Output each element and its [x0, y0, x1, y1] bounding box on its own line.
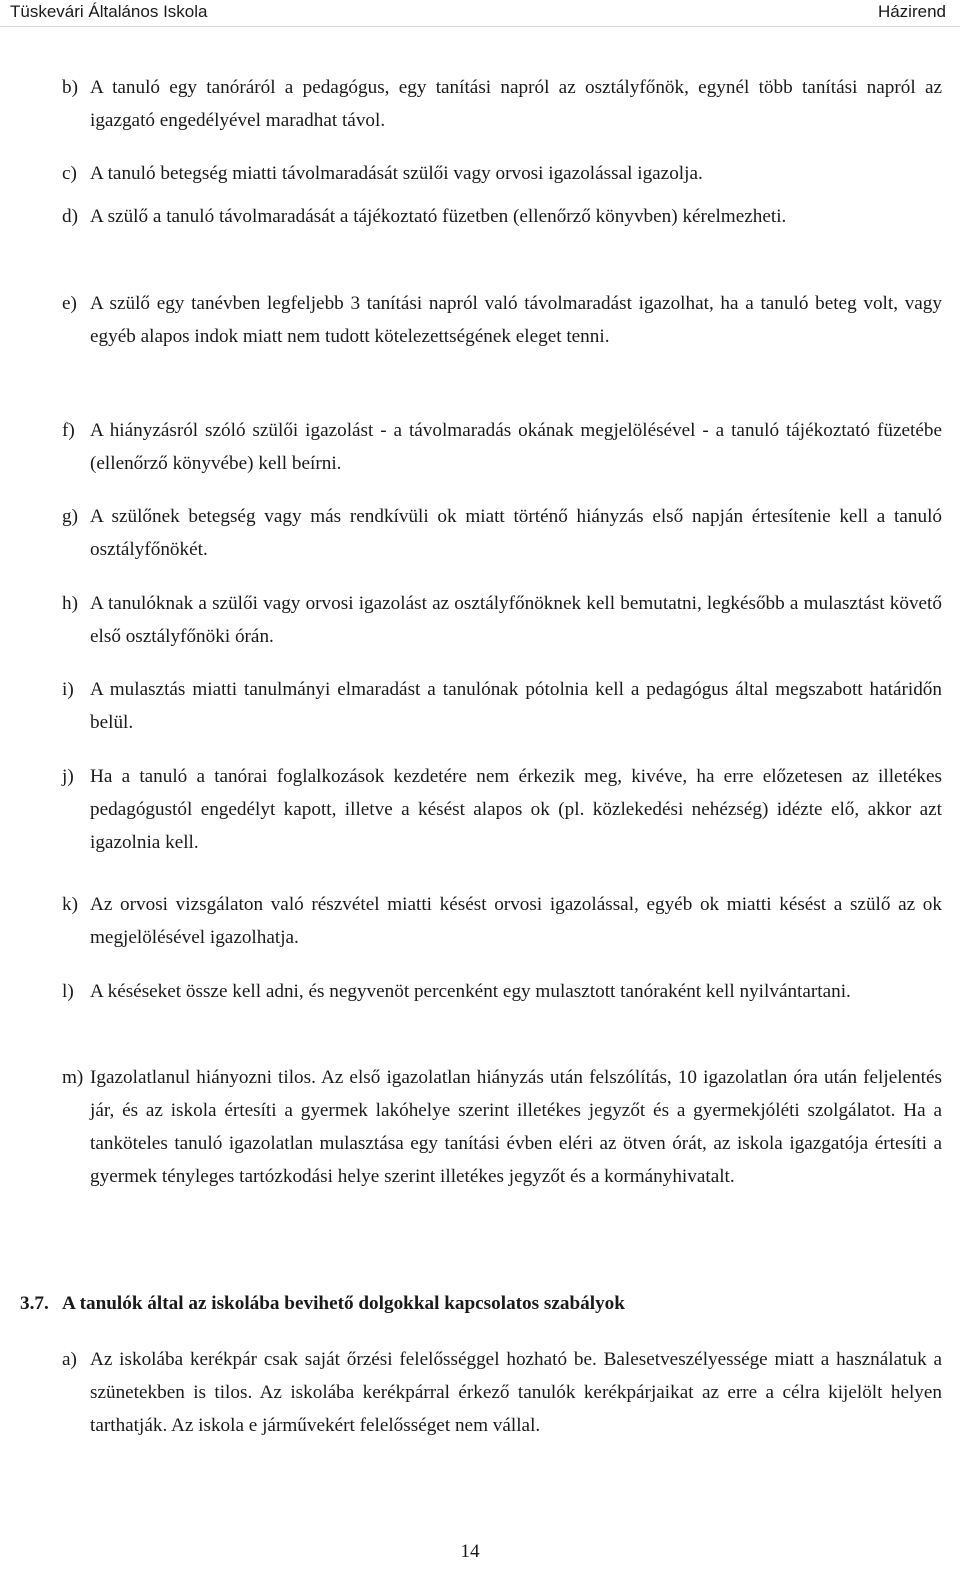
list-marker: j) [62, 766, 74, 787]
list-item-text: A szülőnek betegség vagy más rendkívüli ok miatt történő hiányzás első napján értesítenie kell a tanuló osztályfőnökét. [90, 506, 942, 560]
list-marker: g) [62, 506, 78, 527]
list-item-text: Az orvosi vizsgálaton való részvétel miatti késést orvosi igazolással, egyéb ok miatti késést a szülő az ok megjelölésével igazolhatja. [90, 894, 942, 948]
list-item-c [62, 157, 942, 190]
page-number: 14 [460, 1541, 480, 1562]
list-item-b [62, 71, 942, 137]
list-item-k [62, 888, 942, 954]
list-marker: e) [62, 293, 77, 314]
list-marker: h) [62, 593, 78, 614]
list-item-text: A hiányzásról szóló szülői igazolást - a távolmaradás okának megjelölésével - a tanuló tájékoztató füzetébe (ellenőrző könyvébe) kell beírni. [90, 420, 942, 474]
list-item-text: A késéseket össze kell adni, és negyvenöt percenként egy mulasztott tanóraként kell nyilvántartani. [90, 981, 851, 1002]
list-marker: a) [62, 1349, 77, 1370]
list-marker: l) [62, 981, 74, 1002]
list-item-l [62, 975, 942, 1008]
list-marker: d) [62, 206, 78, 227]
document-title: Házirend [877, 2, 946, 21]
list-item-j [62, 760, 942, 859]
list-item-text: Ha a tanuló a tanórai foglalkozások kezdetére nem érkezik meg, kivéve, ha erre előzetesen az illetékes pedagógustól engedélyt kapott, illetve a késést alapos ok (pl. közlekedési nehézség) idézte elő, akkor azt igazolnia kell. [90, 766, 942, 853]
page-header [0, 0, 960, 27]
list-marker: k) [62, 894, 78, 915]
list-item-text: A mulasztás miatti tanulmányi elmaradást a tanulónak pótolnia kell a pedagógus által megszabott határidőn belül. [90, 679, 942, 733]
list-item-text: A tanuló betegség miatti távolmaradását szülői vagy orvosi igazolással igazolja. [90, 163, 703, 184]
list-marker: i) [62, 679, 74, 700]
list-item-text: A szülő egy tanévben legfeljebb 3 tanítási napról való távolmaradást igazolhat, ha a tanuló beteg volt, vagy egyéb alapos indok miatt nem tudott kötelezettségének eleget tenni. [90, 293, 942, 347]
section-list-item-a [62, 1343, 942, 1442]
list-item-text: Igazolatlanul hiányozni tilos. Az első igazolatlan hiányzás után felszólítás, 10 igazolatlan óra után feljelentés jár, és az iskola értesíti a gyermek lakóhelye szerint illetékes jegyzőt és a gyermekjóléti szolgálatot. Ha a tanköteles tanuló igazolatlan mulasztása egy tanítási évben eléri az ötven órát, az iskola igazgatója értesíti a gyermek tényleges tartózkodási helye szerint illetékes jegyzőt és a kormányhivatalt. [90, 1067, 942, 1187]
list-item-g [62, 500, 942, 566]
list-item-e [62, 287, 942, 353]
school-name: Tüskevári Általános Iskola [10, 2, 208, 21]
list-item-d [62, 200, 942, 233]
list-marker: b) [62, 77, 78, 98]
list-marker: f) [62, 420, 75, 441]
header-divider [0, 26, 960, 27]
section-title: A tanulók által az iskolába bevihető dolgokkal kapcsolatos szabályok [62, 1293, 625, 1314]
list-marker: m) [62, 1067, 84, 1088]
list-item-text: A szülő a tanuló távolmaradását a tájékoztató füzetben (ellenőrző könyvben) kérelmezheti. [90, 206, 787, 227]
list-item-m [62, 1061, 942, 1193]
list-item-text: A tanuló egy tanóráról a pedagógus, egy tanítási napról az osztályfőnök, egynél több tanítási napról az igazgató engedélyével maradhat távol. [90, 77, 942, 131]
list-marker: c) [62, 163, 77, 184]
section-number: 3.7. [20, 1293, 49, 1314]
list-item-i [62, 673, 942, 739]
list-item-text: Az iskolába kerékpár csak saját őrzési felelősséggel hozható be. Balesetveszélyessége miatt a használatuk a szünetekben is tilos. Az iskolába kerékpárral érkező tanulók kerékpárjaikat az erre a célra kijelölt helyen tarthatják. Az iskola e járművekért felelősséget nem vállal. [90, 1349, 942, 1436]
list-item-f [62, 414, 942, 480]
list-item-text: A tanulóknak a szülői vagy orvosi igazolást az osztályfőnöknek kell bemutatni, legkésőbb a mulasztást követő első osztályfőnöki órán. [90, 593, 942, 647]
list-item-h [62, 587, 942, 653]
